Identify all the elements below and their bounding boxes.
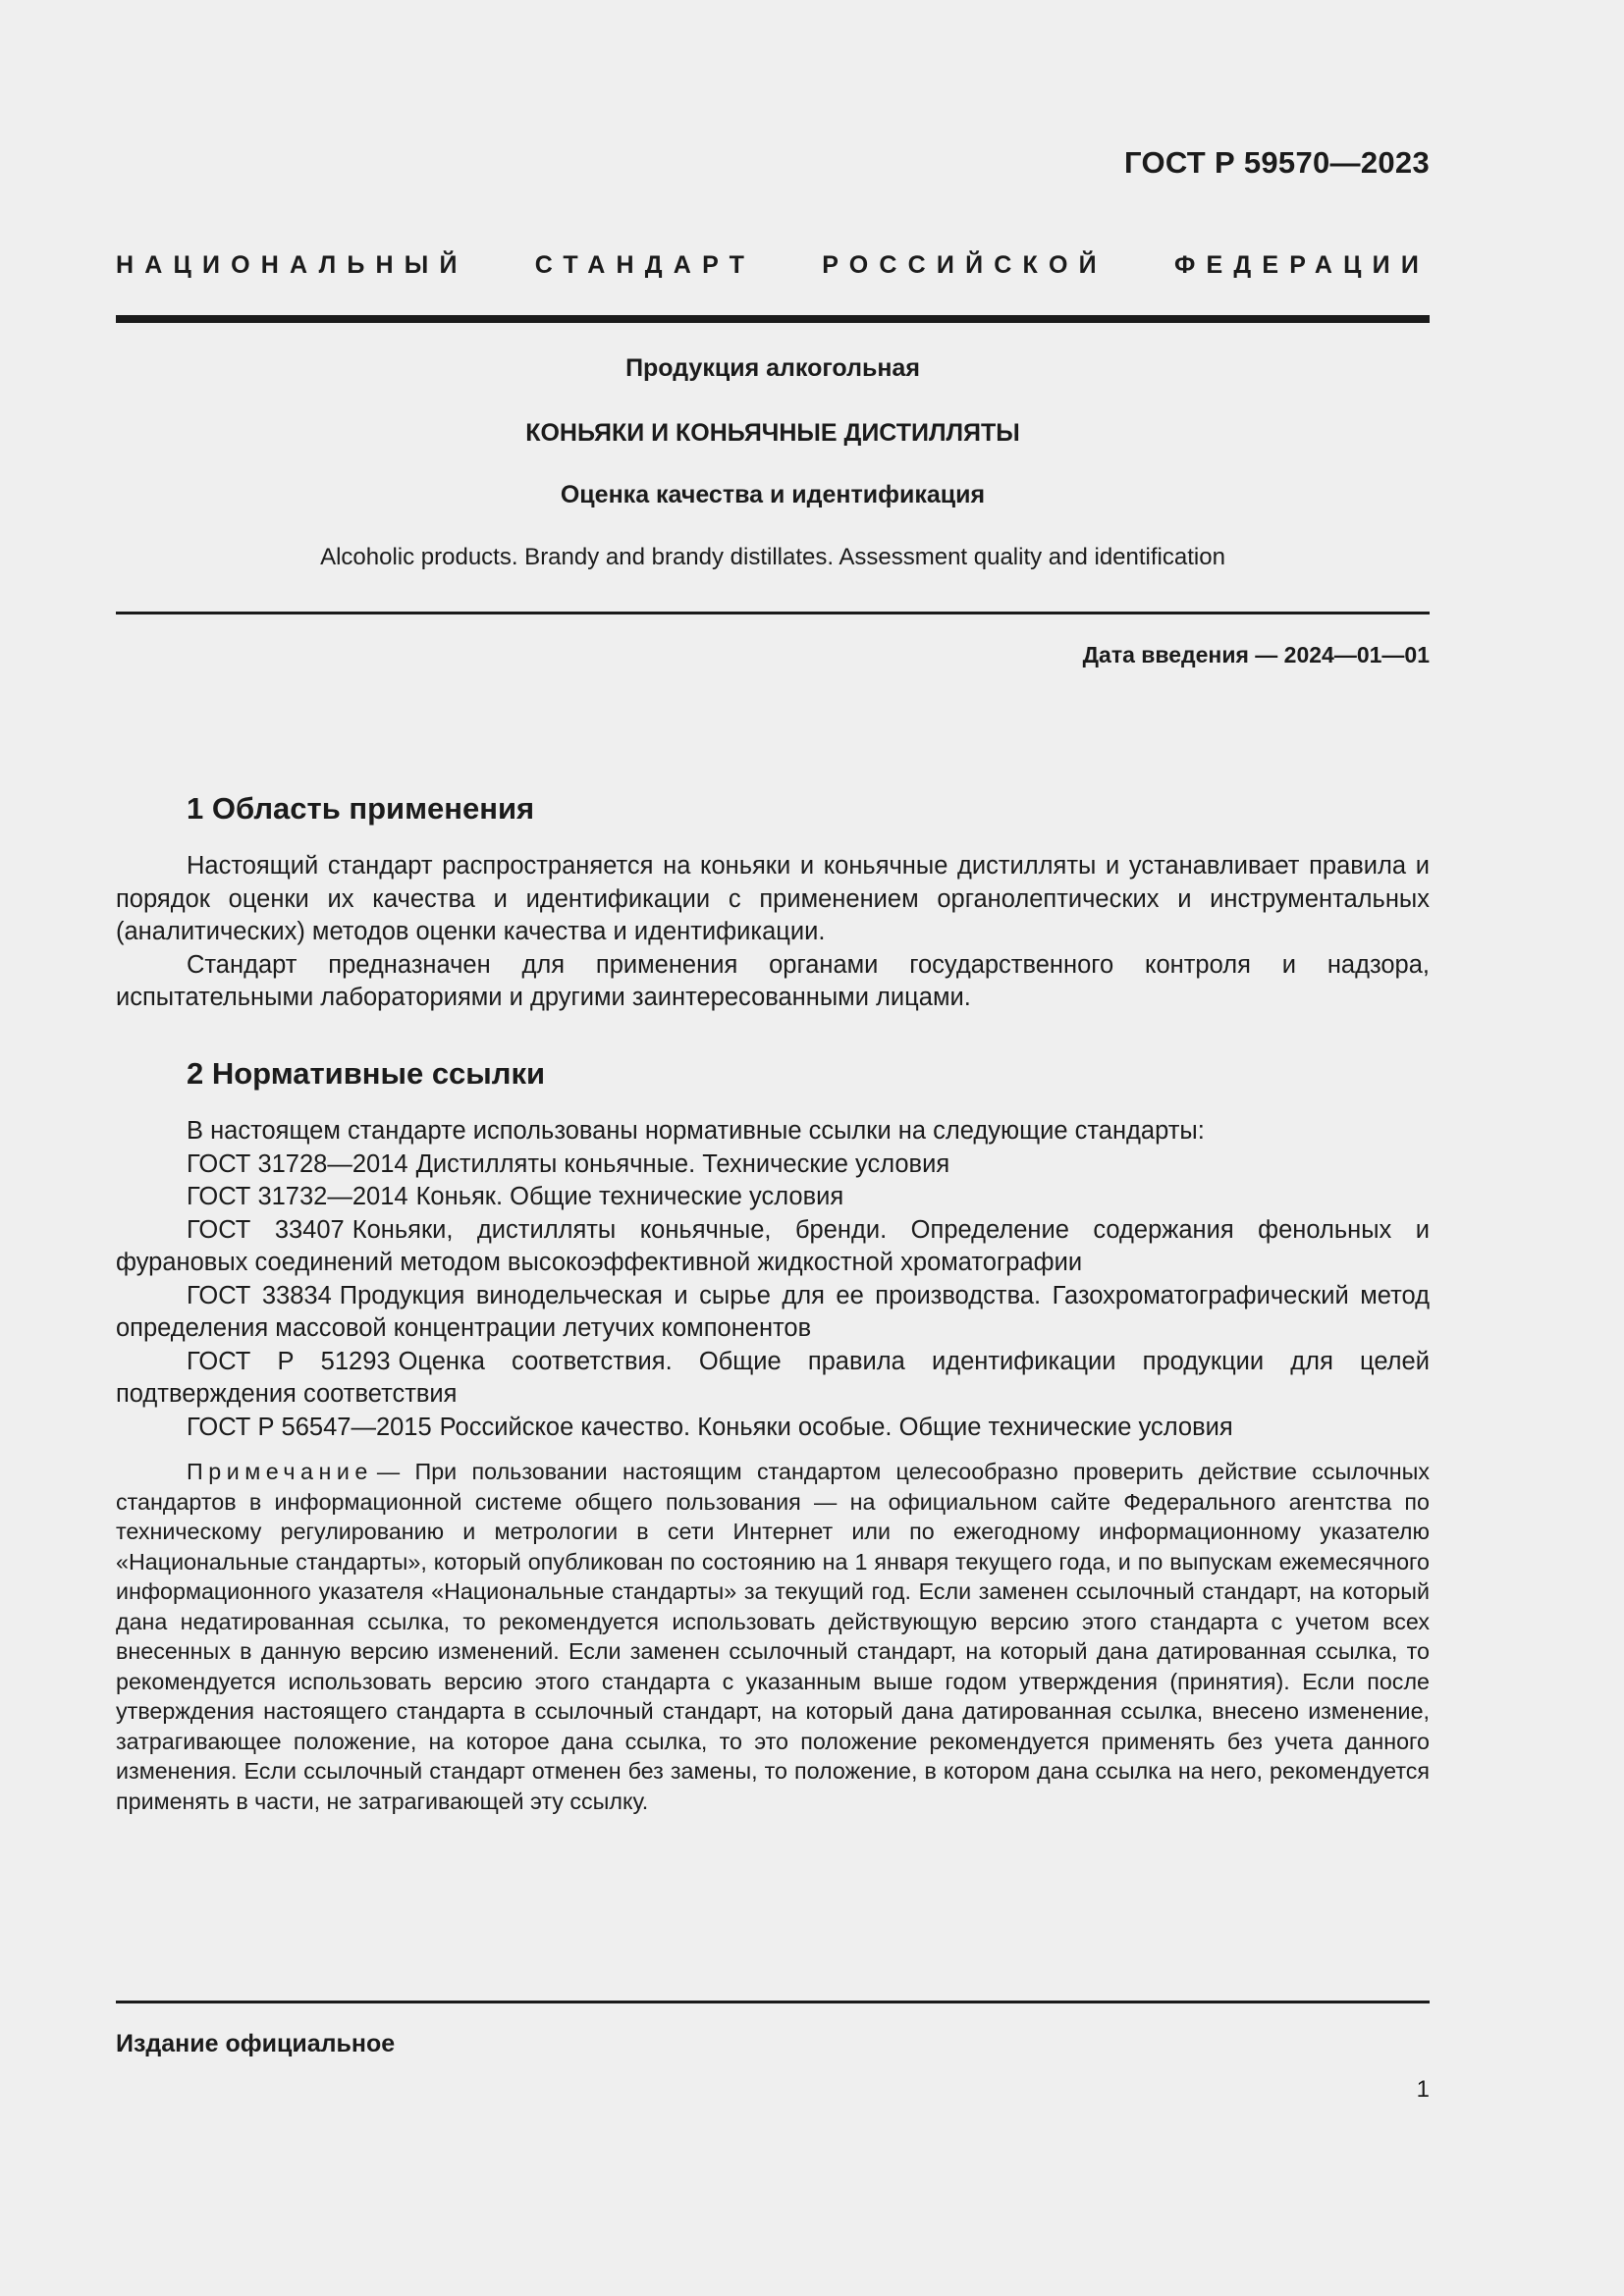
- reference-title: Коньяк. Общие технические условия: [415, 1183, 844, 1210]
- reference-title: Дистилляты коньячные. Технические условия: [415, 1149, 950, 1178]
- product-group-title: Продукция алкогольная: [625, 354, 920, 382]
- section-1-paragraph: Стандарт предназначен для применения органами государственного контроля и надзора, испытательными лабораториями и другими заинтересованными лицами.: [116, 950, 1430, 1011]
- note-label: Примечание: [187, 1459, 373, 1484]
- references-note: [116, 1457, 1430, 1816]
- references-intro: В настоящем стандарте использованы нормативные ссылки на следующие стандарты:: [187, 1117, 1205, 1145]
- reference-code: ГОСТ 33834: [187, 1281, 332, 1309]
- document-number: ГОСТ Р 59570—2023: [1124, 145, 1430, 180]
- note-paragraph: [116, 1457, 1430, 1816]
- english-title: Alcoholic products. Brandy and brandy distillates. Assessment quality and identification: [320, 544, 1225, 570]
- reference-code: ГОСТ Р 56547—2015: [187, 1413, 432, 1441]
- note-text: — При пользовании настоящим стандартом целесообразно проверить действие ссылочных стандартов в информационной системе общего пользования — на официальном сайте Федерального агентства по техническому регулированию и метрологии в сети Интернет или по ежегодному информационному указателю «Национальные стандарты», который опубликован по состоянию на 1 января текущего года, и по выпускам ежемесячного информационного указателя «Национальные стандарты» за текущий год. Если заменен ссылочный стандарт, на который дана недатированная ссылка, то рекомендуется использовать действующую версию этого стандарта с учетом всех внесенных в данную версию изменений. Если заменен ссылочный стандарт, на который дана датированная ссылка, то рекомендуется использовать версию этого стандарта с указанным выше годом утверждения (принятия). Если после утверждения настоящего стандарта в ссылочный стандарт, на который дана датированная ссылка, внесено изменение, затрагивающее положение, на которое дана ссылка, то это положение рекомендуется применять без учета данного изменения. Если ссылочный стандарт отменен без замены, то положение, в котором дана ссылка на него, рекомендуется применять в части, не затрагивающей эту ссылку.: [116, 1459, 1430, 1814]
- footer-divider: [116, 2001, 1430, 2003]
- header-divider: [116, 315, 1430, 323]
- title-divider: [116, 612, 1430, 614]
- standard-main-title: КОНЬЯКИ И КОНЬЯЧНЫЕ ДИСТИЛЛЯТЫ: [525, 419, 1020, 447]
- reference-title: Продукция винодельческая и сырье для ее производства. Газохроматографический метод определения массовой концентрации летучих компонентов: [116, 1281, 1430, 1342]
- reference-title: Коньяки, дистилляты коньячные, бренди. Определение содержания фенольных и фурановых соединений методом высокоэффективной жидкостной хроматографии: [116, 1215, 1430, 1276]
- reference-code: ГОСТ 31732—2014: [187, 1183, 408, 1210]
- reference-code: ГОСТ Р 51293: [187, 1347, 391, 1375]
- introduction-date: Дата введения — 2024—01—01: [1082, 642, 1430, 667]
- reference-title: Оценка соответствия. Общие правила идентификации продукции для целей подтверждения соответствия: [116, 1347, 1430, 1408]
- page-number: 1: [1416, 2076, 1430, 2103]
- reference-title: Российское качество. Коньяки особые. Общие технические условия: [439, 1413, 1233, 1441]
- reference-item: [116, 1181, 1430, 1214]
- section-1-paragraph: Настоящий стандарт распространяется на коньяки и коньячные дистилляты и устанавливает правила и порядок оценки их качества и идентификации с применением органолептических и инструментальных (аналитических) методов оценки качества и идентификации.: [116, 852, 1430, 945]
- reference-code: ГОСТ 31728—2014: [187, 1149, 408, 1178]
- reference-item: [116, 1280, 1430, 1346]
- standard-subtitle: Оценка качества и идентификация: [560, 481, 986, 508]
- section-1-heading: 1 Область применения: [187, 791, 535, 826]
- reference-item: [116, 1346, 1430, 1412]
- section-2-body: [116, 1115, 1430, 1444]
- reference-code: ГОСТ 33407: [187, 1215, 345, 1244]
- official-edition-label: Издание официальное: [116, 2030, 396, 2057]
- reference-item: [116, 1148, 1430, 1182]
- reference-item: [116, 1412, 1430, 1445]
- reference-item: [116, 1214, 1430, 1280]
- section-1-body: [116, 850, 1430, 1015]
- national-standard-title: НАЦИОНАЛЬНЫЙ СТАНДАРТ РОССИЙСКОЙ ФЕДЕРАЦИИ: [116, 251, 1430, 279]
- section-2-heading: 2 Нормативные ссылки: [187, 1056, 546, 1091]
